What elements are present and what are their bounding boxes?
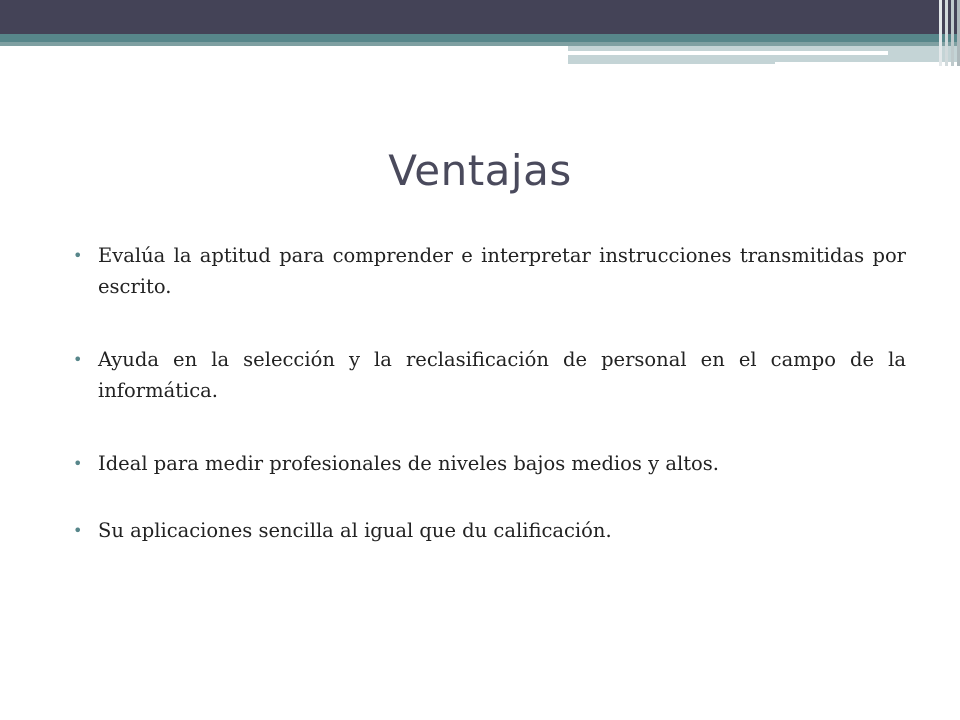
slide-title: Ventajas <box>388 146 572 195</box>
bullet-item <box>72 448 906 479</box>
header-stripes <box>928 0 960 66</box>
bullet-item <box>72 344 906 406</box>
bullet-text: Ayuda en la selección y la reclasificación de personal en el campo de la informática. <box>98 348 906 402</box>
stripe <box>939 0 942 66</box>
bullet-icon: • <box>73 521 83 540</box>
bullet-item <box>72 515 906 546</box>
header-teal-bar <box>0 34 960 42</box>
stripe <box>945 0 948 66</box>
bullet-text: Ideal para medir profesionales de niveles bajos medios y altos. <box>98 452 719 475</box>
header-light-line <box>568 51 888 55</box>
bullet-item <box>72 240 906 302</box>
bullet-list <box>72 240 906 546</box>
bullet-icon: • <box>73 350 83 369</box>
bullet-icon: • <box>73 454 83 473</box>
stripe <box>951 0 954 66</box>
header-dark-bar <box>0 0 960 34</box>
bullet-icon: • <box>73 246 83 265</box>
bullet-text: Su aplicaciones sencilla al igual que du calificación. <box>98 519 612 542</box>
slide-content <box>72 240 906 588</box>
bullet-text: Evalúa la aptitud para comprender e interpretar instrucciones transmitidas por escrito. <box>98 244 906 298</box>
